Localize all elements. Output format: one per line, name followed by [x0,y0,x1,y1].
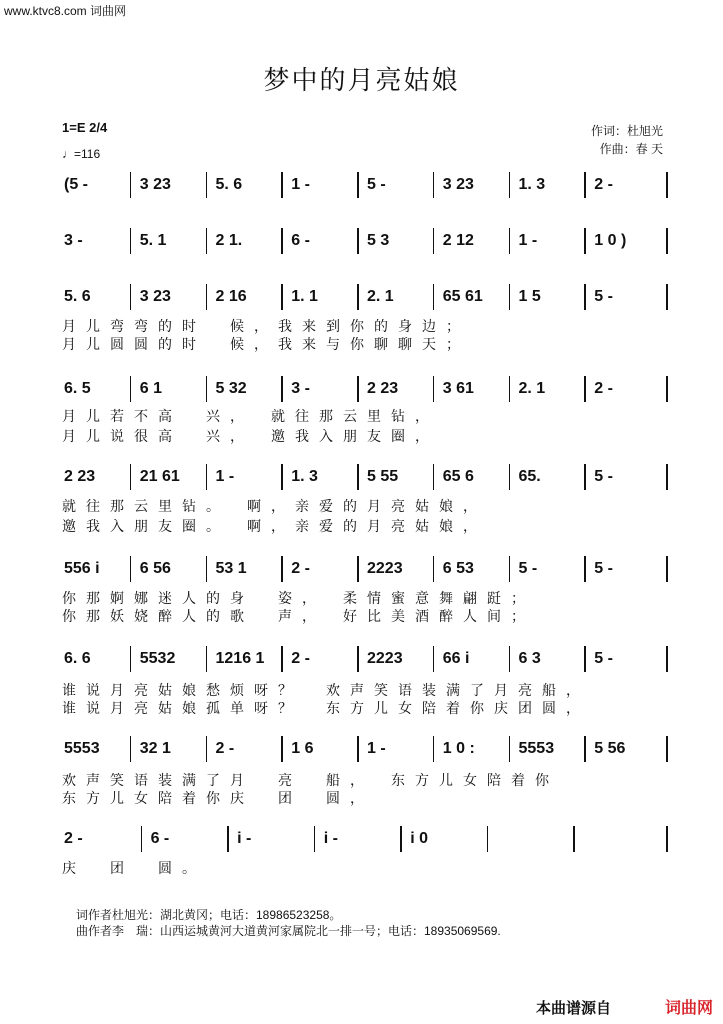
measure-notes: 2. 1 [518,380,546,397]
bar-line [584,172,586,198]
lyric-line: 月儿弯弯的时 候，我来到你的身边； [62,319,470,335]
score-line [62,830,668,852]
measure-notes: 21 61 [139,468,180,485]
measure-notes: 5. 6 [215,176,243,193]
bar-line [206,172,208,198]
score-line [62,560,668,582]
bar-line [357,376,359,402]
bar-line [509,228,511,254]
measure-notes: 6 1 [139,380,162,397]
measure-notes: 32 1 [139,740,171,757]
bar-line [487,826,489,852]
bar-line [433,172,435,198]
bar-line [281,556,283,582]
bar-line [509,376,511,402]
bar-line [400,826,402,852]
bar-line [666,172,668,198]
measure-notes: 3 23 [442,176,474,193]
measure-notes: 5553 [64,740,100,757]
lyric-line: 欢声笑语装满了月 亮 船， 东方儿女陪着你 [62,773,559,789]
measure-notes: 1. 3 [291,468,318,485]
tempo-marking: ♩=116 [62,147,101,161]
bar-line [130,646,132,672]
measure-notes: 6. 6 [64,650,91,667]
bar-line [206,556,208,582]
bar-line [666,646,668,672]
bar-line [281,736,283,762]
measure-notes: 1. 3 [518,176,546,193]
measure-notes: 1 0 ) [594,232,627,249]
measure-notes: 1 6 [291,740,314,757]
bar-line [357,556,359,582]
measure-notes: 66 i [442,650,470,667]
score-line [62,740,668,762]
bar-line [584,464,586,490]
measure-notes: 5 - [518,560,538,577]
bar-line [433,646,435,672]
bar-line [314,826,316,852]
bar-line [206,464,208,490]
bar-line [281,172,283,198]
bar-line [227,826,229,852]
measure-notes: 6 - [291,232,310,249]
measure-notes: 2 16 [215,288,247,305]
lyric-line: 东方儿女陪着你庆 团 圆， [62,791,374,807]
lyric-line: 庆 团 圆。 [62,861,206,877]
key-signature: 1=E 2/4 [62,120,108,135]
score-line [62,176,668,198]
measure-notes: 2 - [594,380,613,397]
bar-line [206,376,208,402]
measure-notes: 2 23 [64,468,96,485]
site-url[interactable]: www.ktvc8.com 词曲网 [4,4,127,18]
measure-notes: 65 6 [442,468,474,485]
bar-line [206,228,208,254]
lyric-line: 月儿圆圆的时 候，我来与你聊聊天； [62,337,470,353]
bar-line [584,228,586,254]
bar-line [666,556,668,582]
measure-notes: 2 - [64,830,83,847]
measure-notes: 2 - [594,176,613,193]
bar-line [281,376,283,402]
composer-info: 曲作者李 瑞：山西运城黄河大道黄河家属院北一排一号；电话：18935069569. [76,924,501,938]
bar-line [433,556,435,582]
measure-notes: i - [323,830,338,847]
lyric-line: 谁说月亮姑娘愁烦呀？ 欢声笑语装满了月亮船， [62,683,590,699]
bar-line [281,228,283,254]
bar-line [573,826,575,852]
bar-line [509,556,511,582]
measure-notes: 2223 [367,560,403,577]
bar-line [141,826,143,852]
bar-line [206,284,208,310]
measure-notes: 5 - [594,468,613,485]
measure-notes: i 0 [410,830,429,847]
score-line [62,288,668,310]
measure-notes: 2. 1 [367,288,394,305]
measure-notes: 2 1. [215,232,243,249]
measure-notes: 2 - [291,560,310,577]
measure-notes: 5 55 [367,468,399,485]
bar-line [509,284,511,310]
measure-notes: (5 - [64,176,88,193]
measure-notes: 3 - [64,232,83,249]
measure-notes: 3 23 [139,176,171,193]
measure-notes: 5. 6 [64,288,91,305]
bar-line [584,284,586,310]
measure-notes: 1216 1 [215,650,265,667]
score-line [62,650,668,672]
lyric-line: 就往那云里钻。 啊，亲爱的月亮姑娘， [62,499,487,515]
bar-line [433,228,435,254]
bar-line [666,736,668,762]
measure-notes: 5553 [518,740,555,757]
measure-notes: 1. 1 [291,288,318,305]
song-title: 梦中的月亮姑娘 [263,66,460,96]
bar-line [584,736,586,762]
measure-notes: 556 i [64,560,100,577]
bar-line [666,284,668,310]
score-line [62,468,668,490]
bar-line [281,646,283,672]
measure-notes: 3 23 [139,288,171,305]
bar-line [666,376,668,402]
bar-line [357,736,359,762]
measure-notes: 6 3 [518,650,541,667]
measure-notes: 65. [518,468,541,485]
measure-notes: 5 - [594,288,613,305]
bar-line [206,646,208,672]
bar-line [584,556,586,582]
measure-notes: 2 12 [442,232,474,249]
lyric-line: 月儿说很高 兴， 邀我入朋友圈， [62,429,439,445]
bar-line [433,376,435,402]
bar-line [357,646,359,672]
measure-notes: 2 - [291,650,310,667]
measure-notes: 1 0 : [442,740,475,757]
bar-line [433,736,435,762]
lyric-line: 你那妖娆醉人的歌 声， 好比美酒醉人间； [62,609,535,625]
bar-line [509,736,511,762]
bar-line [509,464,511,490]
bar-line [130,556,132,582]
measure-notes: 6 - [150,830,170,847]
measure-notes: 2 - [215,740,235,757]
bar-line [357,228,359,254]
bar-line [666,464,668,490]
lyricist-credit: 作词：杜旭光 [590,124,663,138]
bar-line [130,284,132,310]
measure-notes: 53 1 [215,560,247,577]
measure-notes: 6 56 [139,560,171,577]
measure-notes: 3 - [291,380,310,397]
bar-line [509,646,511,672]
measure-notes: 5532 [139,650,176,667]
bar-line [666,826,668,852]
bar-line [666,228,668,254]
bar-line [281,464,283,490]
bar-line [584,376,586,402]
measure-notes: 2 23 [367,380,399,397]
measure-notes: 2223 [367,650,403,667]
measure-notes: 1 - [215,468,235,485]
source-logo[interactable]: 词曲网 [664,1000,713,1017]
measure-notes: 1 - [367,740,386,757]
bar-line [433,284,435,310]
measure-notes: 6 53 [442,560,474,577]
bar-line [357,464,359,490]
measure-notes: 5 3 [367,232,390,249]
measure-notes: 3 61 [442,380,474,397]
measure-notes: 6. 5 [64,380,91,397]
measure-notes: i - [237,830,252,847]
lyric-line: 谁说月亮姑娘孤单呀？ 东方儿女陪着你庆团圆， [62,701,590,717]
bar-line [357,284,359,310]
source-label: 本曲谱源自 [535,1000,611,1017]
lyric-line: 月儿若不高 兴， 就往那云里钻， [62,409,439,425]
bar-line [130,172,132,198]
lyric-line: 邀我入朋友圈。 啊，亲爱的月亮姑娘， [62,519,487,535]
measure-notes: 1 5 [518,288,541,305]
measure-notes: 5 - [367,176,386,193]
score-line [62,380,668,402]
bar-line [130,228,132,254]
measure-notes: 5 56 [594,740,626,757]
measure-notes: 65 61 [442,288,483,305]
bar-line [130,736,132,762]
measure-notes: 1 - [518,232,538,249]
bar-line [130,376,132,402]
composer-credit: 作曲：春 天 [599,142,663,156]
measure-notes: 5 - [594,650,613,667]
measure-notes: 5 - [594,560,613,577]
score-line [62,232,668,254]
lyricist-info: 词作者杜旭光：湖北黄冈；电话：18986523258。 [76,908,342,922]
measure-notes: 5 32 [215,380,247,397]
bar-line [281,284,283,310]
bar-line [509,172,511,198]
bar-line [433,464,435,490]
bar-line [357,172,359,198]
measure-notes: 5. 1 [139,232,167,249]
bar-line [584,646,586,672]
lyric-line: 你那婀娜迷人的身 姿， 柔情蜜意舞翩跹； [62,591,535,607]
measure-notes: 1 - [291,176,310,193]
bar-line [206,736,208,762]
bar-line [130,464,132,490]
